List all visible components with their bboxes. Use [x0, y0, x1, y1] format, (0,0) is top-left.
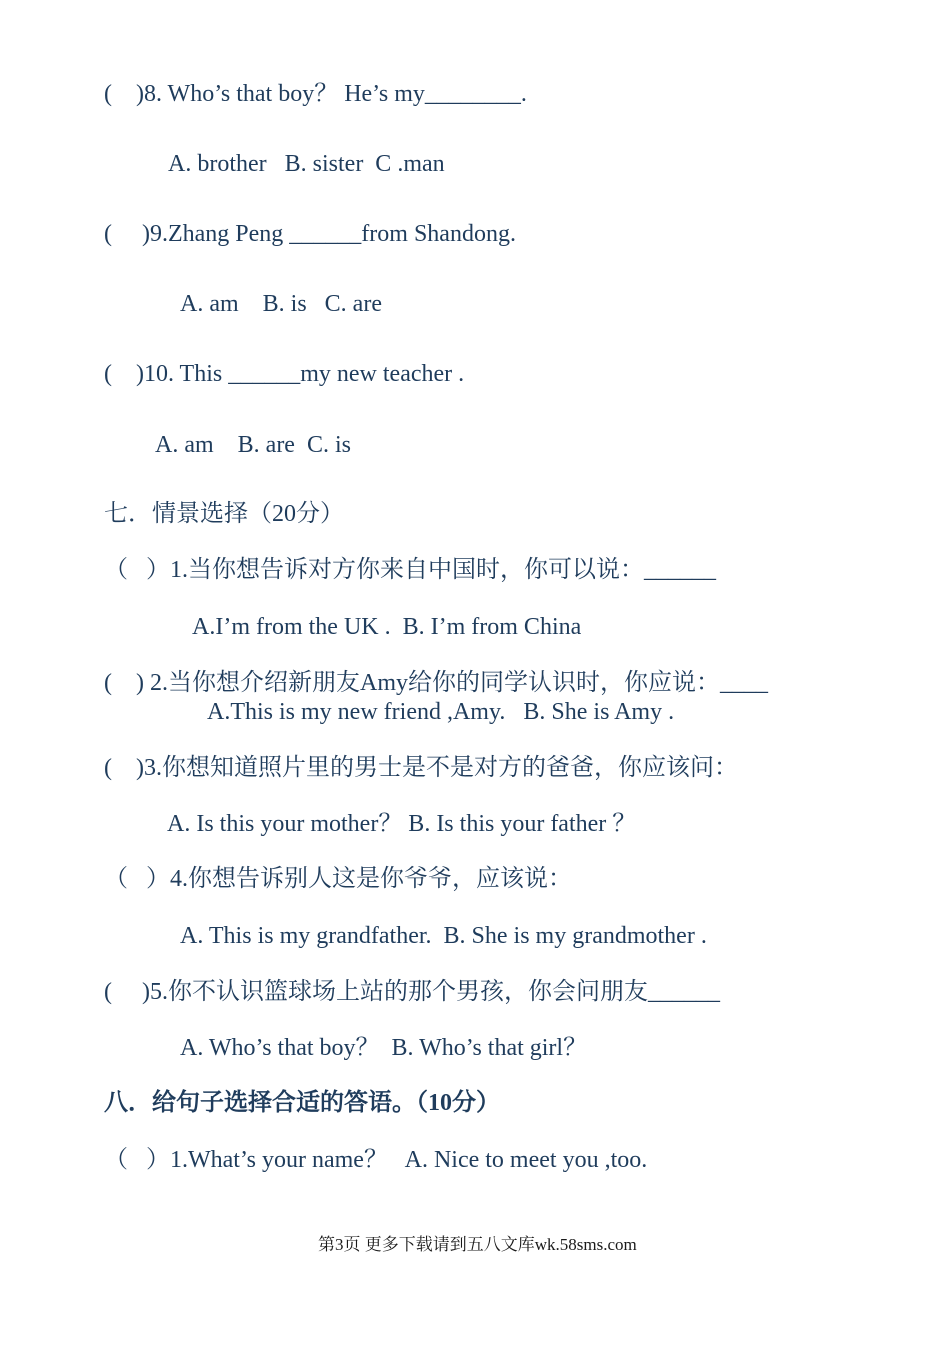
- scenario-question-2-options: A.This is my new friend ,Amy. B. She is Amy .: [207, 699, 675, 725]
- question-10: ( )10. This ______my new teacher .: [104, 361, 465, 387]
- scenario-question-5: ( )5.你不认识篮球场上站的那个男孩，你会问朋友______: [104, 979, 720, 1005]
- scenario-question-3: ( )3.你想知道照片里的男士是不是对方的爸爸，你应该问：: [104, 755, 738, 781]
- scenario-question-1-options: A.I’m from the UK . B. I’m from China: [192, 614, 582, 640]
- question-8: ( )8. Who’s that boy？ He’s my________.: [104, 81, 527, 107]
- section-8-heading: 八．给句子选择合适的答语。（10分）: [104, 1090, 500, 1116]
- scenario-question-3-options: A. Is this your mother？ B. Is this your father ？: [167, 811, 637, 837]
- question-8-options: A. brother B. sister C .man: [168, 151, 445, 177]
- question-10-options: A. am B. are C. is: [155, 432, 351, 458]
- scenario-question-5-options: A. Who’s that boy？ B. Who’s that girl？: [180, 1035, 588, 1061]
- scenario-question-2: ( ) 2.当你想介绍新朋友Amy给你的同学认识时，你应说：____: [104, 670, 768, 696]
- page-footer: 第3页 更多下载请到五八文库wk.58sms.com: [318, 1235, 637, 1254]
- response-question-1: （ ）1.What’s your name？ A. Nice to meet you ,too.: [104, 1147, 648, 1173]
- scenario-question-1: （ ）1.当你想告诉对方你来自中国时，你可以说：______: [104, 557, 716, 583]
- question-9: ( )9.Zhang Peng ______from Shandong.: [104, 221, 516, 247]
- question-9-options: A. am B. is C. are: [180, 291, 382, 317]
- scenario-question-4: （ ）4.你想告诉别人这是你爷爷，应该说：: [104, 866, 572, 892]
- section-7-heading: 七．情景选择（20分）: [104, 501, 344, 527]
- scenario-question-4-options: A. This is my grandfather. B. She is my grandmother .: [180, 923, 707, 949]
